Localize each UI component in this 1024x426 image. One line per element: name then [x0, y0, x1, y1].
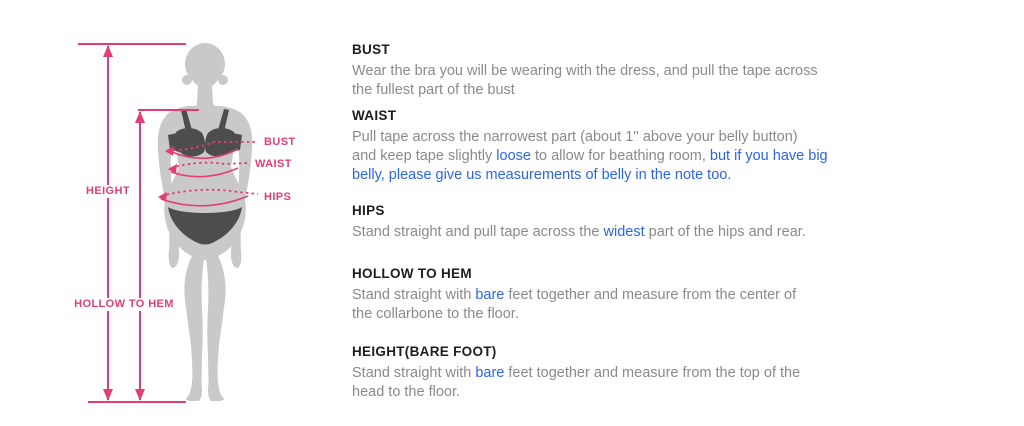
- section-text-line: [352, 364, 1012, 383]
- highlighted-text: loose: [496, 148, 531, 164]
- section-text-line: [352, 305, 1012, 324]
- section-text-line: [352, 81, 1012, 100]
- plain-text: the collarbone to the floor.: [352, 306, 519, 322]
- height-arrow-up: [103, 45, 113, 57]
- plain-text: part of the hips and rear.: [644, 224, 806, 240]
- plain-text: Stand straight and pull tape across the: [352, 224, 604, 240]
- section-heading: WAIST: [352, 108, 397, 123]
- height-arrow-down: [103, 389, 113, 401]
- measurement-instructions: [352, 0, 1012, 426]
- highlighted-text: widest: [603, 224, 645, 240]
- plain-text: Stand straight with: [352, 365, 476, 381]
- plain-text: the fullest part of the bust: [352, 82, 515, 98]
- bust-label: BUST: [264, 136, 296, 148]
- section-text-line: [352, 223, 1012, 242]
- plain-text: to allow for beathing room,: [530, 148, 710, 164]
- body-measurement-diagram: [0, 0, 340, 426]
- height-label: HEIGHT: [83, 185, 133, 198]
- measure-section-hollow-to-hem: [352, 264, 1012, 324]
- measure-section-height-bare-foot: [352, 342, 1012, 402]
- highlighted-text: but if you have big: [709, 148, 828, 164]
- plain-text: Pull tape across the narrowest part (about 1'' above your belly button): [352, 129, 798, 145]
- measure-section-hips: [352, 201, 1012, 242]
- section-body: [352, 286, 1012, 324]
- section-heading: HEIGHT(BARE FOOT): [352, 344, 497, 359]
- measure-section-bust: [352, 40, 1012, 100]
- section-text-line: [352, 147, 1012, 166]
- section-text-line: [352, 62, 1012, 81]
- section-body: [352, 128, 1012, 185]
- hollow-to-hem-label: HOLLOW TO HEM: [71, 298, 177, 311]
- hollow-arrow-down: [135, 389, 145, 401]
- section-body: [352, 62, 1012, 100]
- plain-text: and keep tape slightly: [352, 148, 497, 164]
- plain-text: Stand straight with: [352, 287, 476, 303]
- section-text-line: [352, 166, 1012, 185]
- highlighted-text: bare: [475, 365, 505, 381]
- hips-label: HIPS: [264, 191, 292, 203]
- section-heading: BUST: [352, 42, 390, 57]
- plain-text: feet together and measure from the center of: [504, 287, 797, 303]
- highlighted-text: bare: [475, 287, 505, 303]
- section-body: [352, 364, 1012, 402]
- plain-text: Wear the bra you will be wearing with the dress, and pull the tape across: [352, 63, 818, 79]
- highlighted-text: belly, please give us measurements of belly in the note too.: [352, 167, 732, 183]
- plain-text: feet together and measure from the top of the: [504, 365, 801, 381]
- section-body: [352, 223, 1012, 242]
- plain-text: head to the floor.: [352, 384, 461, 400]
- section-heading: HOLLOW TO HEM: [352, 266, 472, 281]
- female-silhouette-diagram: [0, 0, 340, 426]
- section-heading: HIPS: [352, 203, 385, 218]
- waist-label: WAIST: [255, 158, 292, 170]
- hips-arrow: [158, 192, 167, 202]
- section-text-line: [352, 128, 1012, 147]
- hollow-arrow-up: [135, 111, 145, 123]
- section-text-line: [352, 383, 1012, 402]
- section-text-line: [352, 286, 1012, 305]
- measure-section-waist: [352, 106, 1012, 185]
